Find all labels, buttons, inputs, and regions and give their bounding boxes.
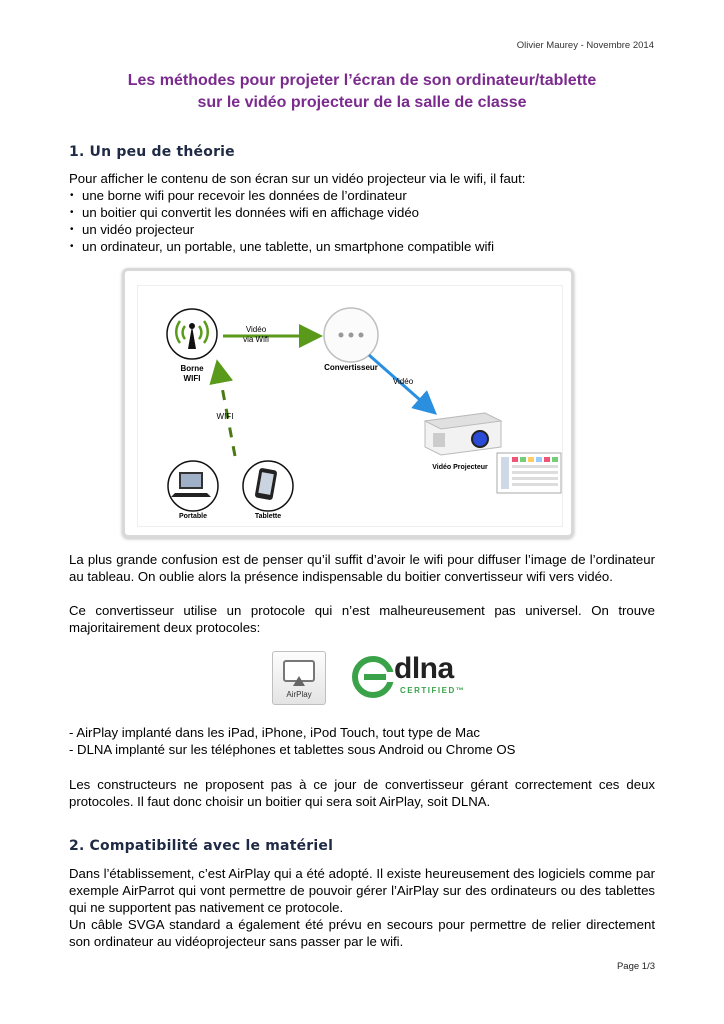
airplay-label: AirPlay [286,690,312,699]
convertisseur-label: Convertisseur [324,363,378,372]
constructeurs-paragraph: Les constructeurs ne proposent pas à ce jour de convertisseur gérant correctement ces deux protocoles. Il faut donc choisir un boitier qui sera soit AirPlay, soit DLNA. [69,777,655,809]
dlna-certified: CERTIFIED™ [400,686,466,695]
airplay-line: - AirPlay implanté dans les iPad, iPhone, iPod Touch, tout type de Mac [69,725,480,740]
dlna-wordmark: dlna [394,652,454,685]
projecteur-label: Vidéo Projecteur [432,464,488,471]
protocol-lines [69,724,655,758]
portable-label: Portable [178,513,207,520]
wifi-label: WIFI [216,412,234,421]
wifi-diagram [122,268,574,538]
section-2-heading: 2. Compatibilité avec le matériel [69,838,334,854]
tablet-icon [243,461,293,511]
list-item: • un boitier qui convertit les données wifi en affichage vidéo [69,204,655,221]
airplay-logo [272,651,326,705]
borne-label-line-1: Borne [180,364,204,373]
list-item: • un ordinateur, un portable, une tablette, un smartphone compatible wifi [69,238,655,255]
protocol-paragraph: Ce convertisseur utilise un protocole qui n’est malheureusement pas universel. On trouve majoritairement deux protocoles: [69,603,655,635]
list-item: • une borne wifi pour recevoir les données de l’ordinateur [69,187,655,204]
page-title-line-2: sur le vidéo projecteur de la salle de classe [197,94,527,111]
dlna-icon [352,656,398,698]
requirements-list [69,187,655,255]
svga-paragraph: Un câble SVGA standard a également été prévu en secours pour permettre de relier directement son ordinateur au vidéoprojecteur sans passer par le wifi. [69,917,655,949]
borne-label [167,364,217,384]
video-via-wifi-line-1: Vidéo [245,325,267,334]
page-title [0,70,724,114]
dlna-line: - DLNA implanté sur les téléphones et tablettes sous Android ou Chrome OS [69,742,516,757]
section-1-heading: 1. Un peu de théorie [69,144,235,160]
projected-screen-icon [497,453,561,493]
projector-icon [425,413,501,455]
section-1-intro: Pour afficher le contenu de son écran sur un vidéo projecteur via le wifi, il faut: [69,171,526,186]
page-number: Page 1/3 [616,961,655,972]
converter-icon [324,308,378,362]
video-via-wifi-line-2: via Wifi [243,335,269,344]
video-via-wifi-label [231,325,281,345]
confusion-paragraph: La plus grande confusion est de penser qu’il suffit d’avoir le wifi pour diffuser l’image de l’ordinateur au tableau. On oublie alors la présence indispensable du boitier convertisseur wifi vers vidéo. [69,552,655,584]
diagram-graphics [125,271,571,535]
header-author-date: Olivier Maurey - Novembre 2014 [516,40,654,51]
page-title-line-1: Les méthodes pour projeter l’écran de son ordinateur/tablette [127,72,597,89]
dlna-logo [352,652,474,698]
borne-label-line-2: WIFI [183,374,201,383]
list-item: • un vidéo projecteur [69,221,655,238]
laptop-icon [168,461,218,511]
etablissement-paragraph: Dans l’établissement, c’est AirPlay qui a été adopté. Il existe heureusement des logiciels comme par exemple AirParrot qui vont permettre de pouvoir gérer l’AirPlay sur des ordinateurs ou des tablettes qui ne supportent pas nativement ce protocole. [69,866,655,915]
wifi-router-icon [167,309,217,359]
airplay-icon [273,656,325,692]
tablette-label: Tablette [254,513,282,520]
video-label: Vidéo [392,377,414,386]
